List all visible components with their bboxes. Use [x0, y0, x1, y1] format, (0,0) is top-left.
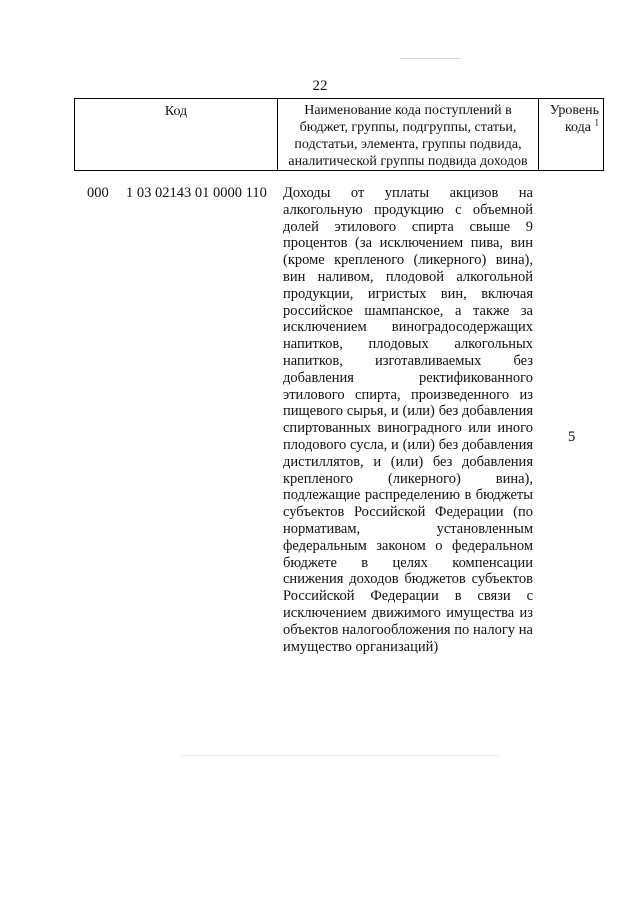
header-code-label: Код — [164, 104, 188, 119]
revenue-name: Доходы от уплаты акцизов на алкогольную продукцию с объемной долей этилового спирта свыше 9 процентов (за исключением пива, вин (кроме крепленого (ликерного) вина), вин наливом, плодовой алкогольной продукции, игристых вин, включая российское шампанское, а также за исключением виноградосодержащих напитков, плодовых алкогольных напитков, изготавливаемых без добавления ректификованного этилового спирта, произведенного из пищевого сырья, и (или) без добавления спиртованных виноградного или иного плодового сусла, и (или) без добавления дистиллятов, и (или) без добавления крепленого (ликерного) вина), подлежащие распределению в бюджеты субъектов Российской Федерации (по нормативам, установленным федеральным законом о федеральном бюджете в целях компенсации снижения доходов бюджетов субъектов Российской Федерации в связи с исключением движимого имущества из объектов налогообложения по налогу на имущество организаций) — [283, 185, 533, 655]
table-header — [74, 98, 604, 171]
header-level-text: Уровень кода — [549, 103, 599, 135]
admin-code: 000 — [87, 185, 109, 201]
page-number: 22 — [312, 78, 328, 94]
header-level-cell — [539, 99, 604, 171]
scan-artifact — [400, 58, 460, 59]
revenue-code: 1 03 02143 01 0000 110 — [126, 185, 267, 201]
scan-artifact — [180, 755, 500, 756]
header-name-cell — [278, 99, 539, 171]
header-name-label: Наименование кода поступлений в бюджет, группы, подгруппы, статьи, подстатьи, элемента, группы подвида, аналитической группы подвида доходов — [288, 103, 528, 169]
header-code-cell — [75, 99, 278, 171]
header-level-label — [539, 99, 603, 136]
footnote-marker: 1 — [594, 117, 599, 128]
code-level: 5 — [568, 429, 576, 445]
